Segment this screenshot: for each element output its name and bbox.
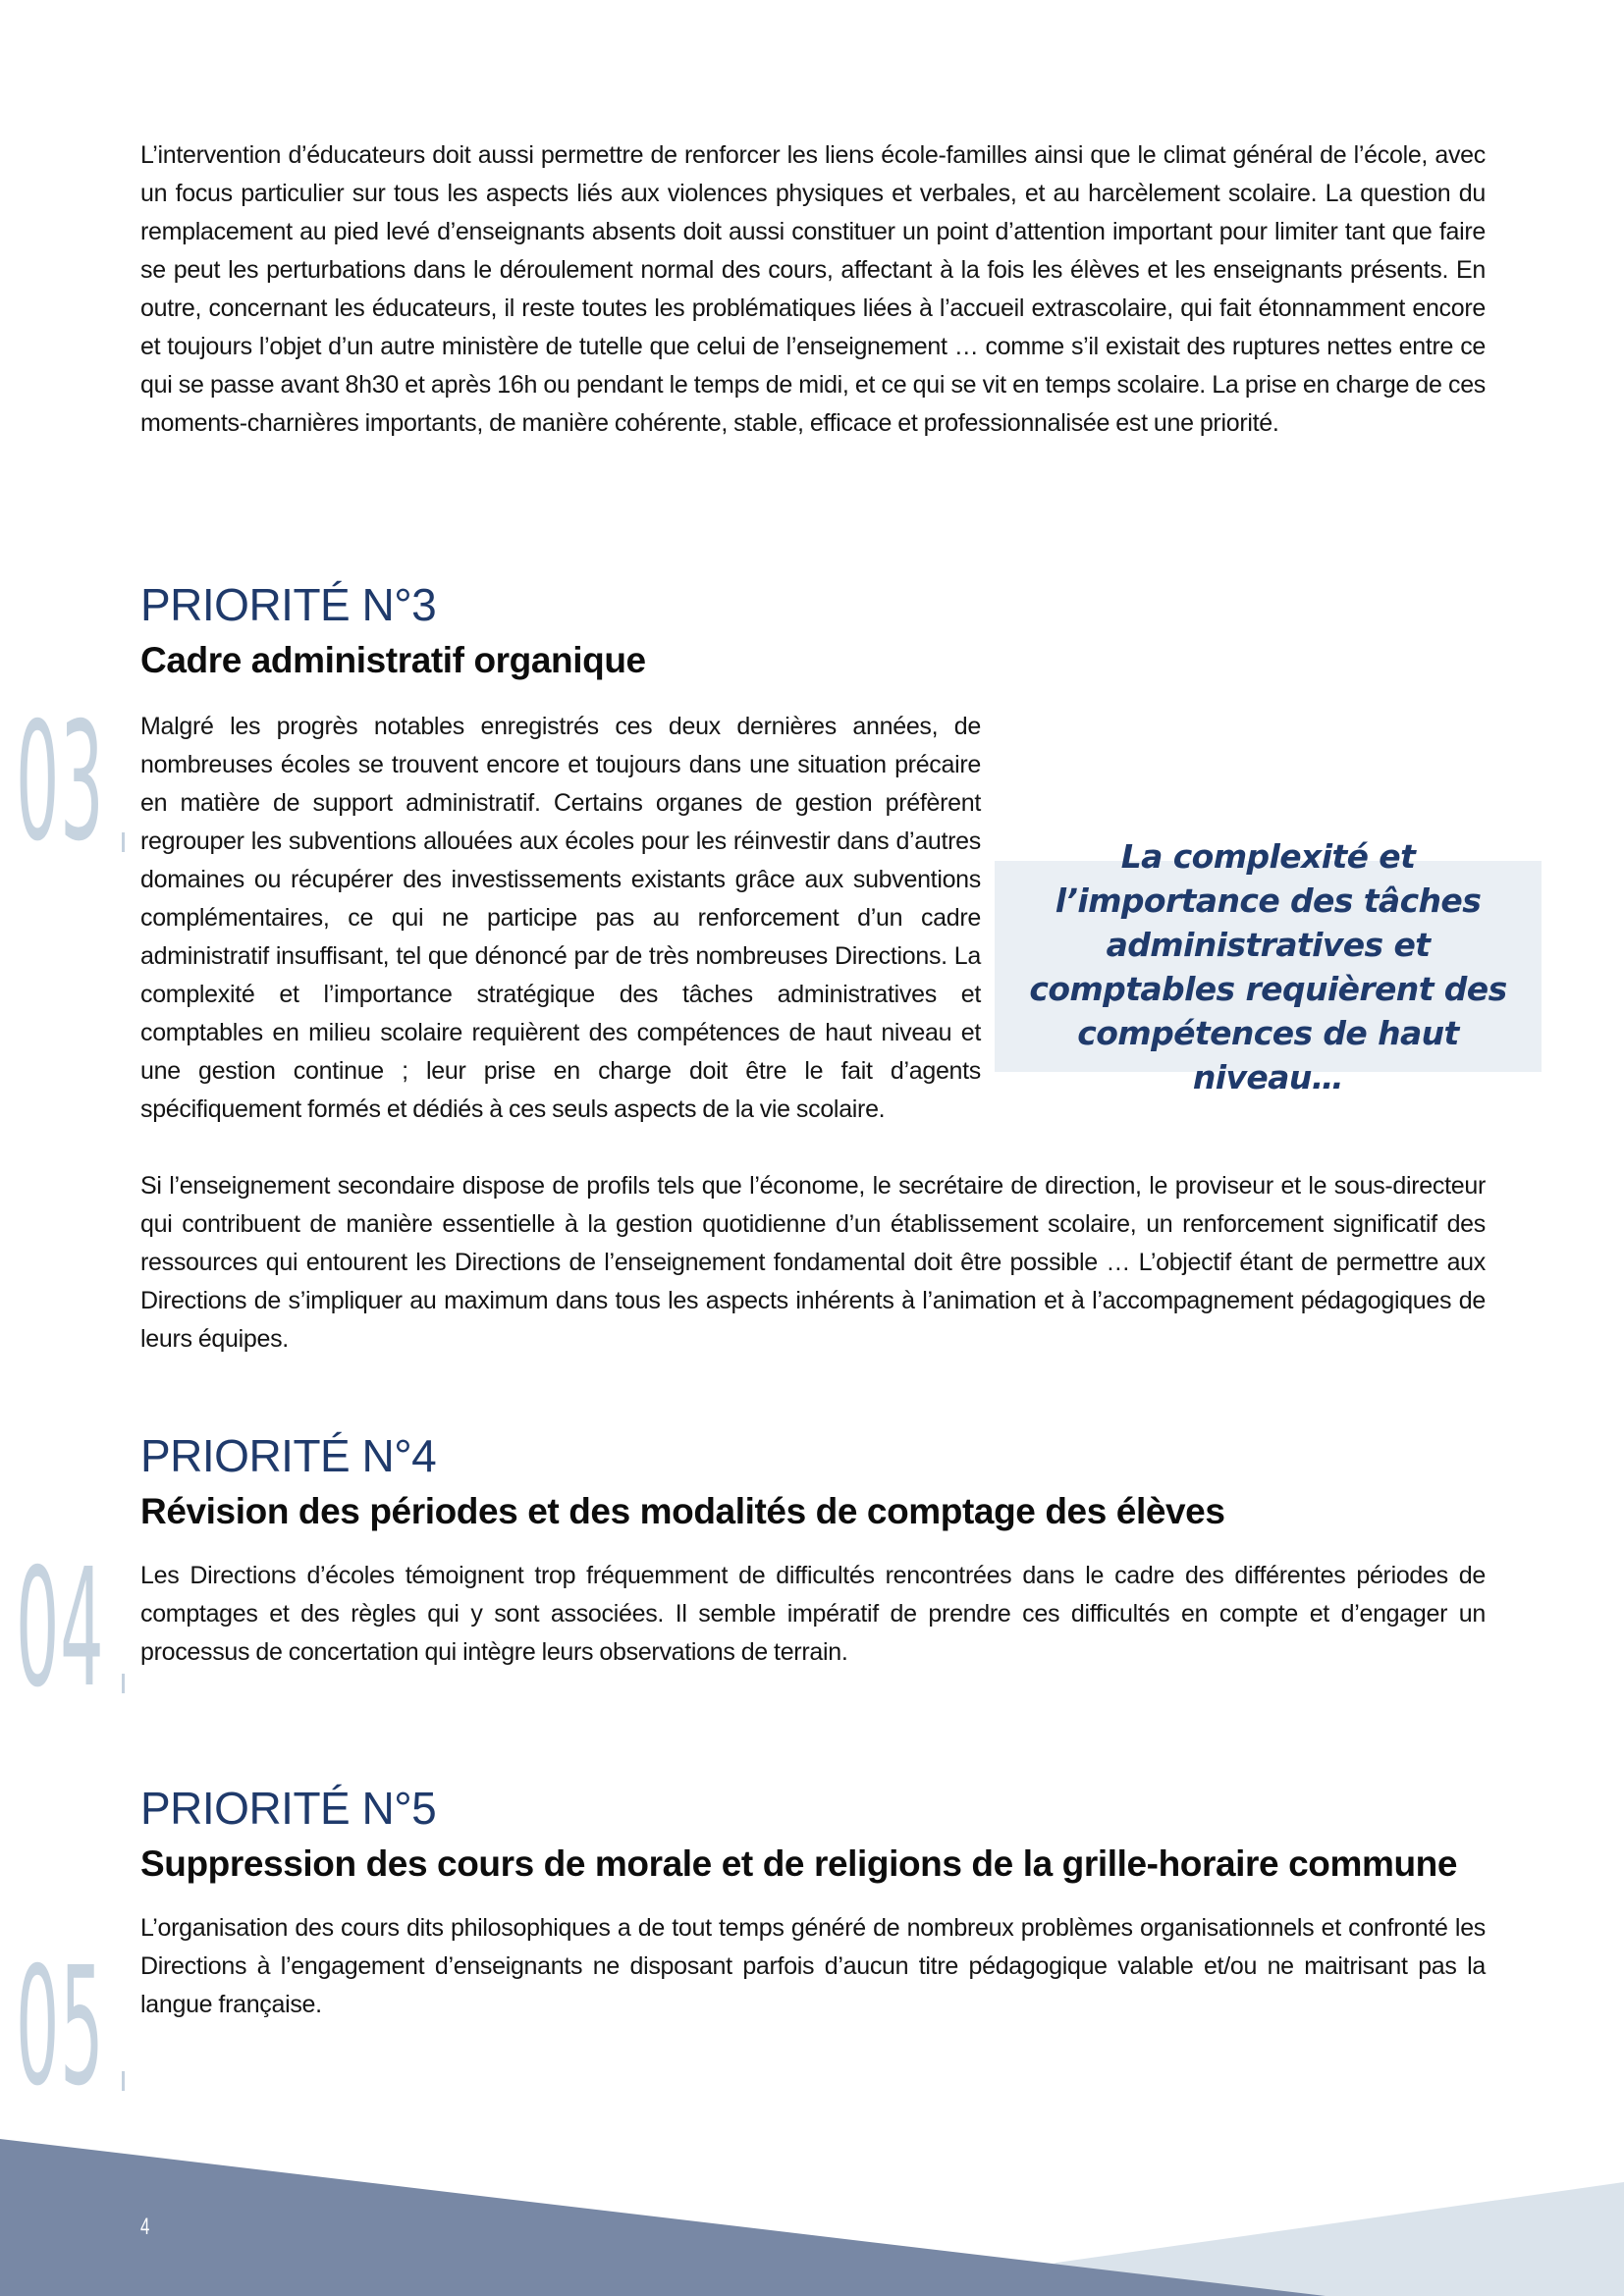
priority-paragraph: Malgré les progrès notables enregistrés ces deux dernières années, de nombreuses écoles se trouvent encore et toujours dans une situation précaire en matière de support administratif. Certains organes de gestion préfèrent regrouper les subventions allouées aux écoles pour les réinvestir dans d’autres domaines ou récupérer des investissements existants grâce aux subventions complémentaires, ce qui ne participe pas au renforcement d’un cadre administratif insuffisant, tel que dénoncé par de très nombreuses Directions. La complexité et l’importance stratégique des tâches administratives et comptables en milieu scolaire requièrent des compétences de haut niveau et une gestion continue ; leur prise en charge doit être le fait d’agents spécifiquement formés et dédiés à ces seuls aspects de la vie scolaire. — [140, 713, 981, 1123]
priority-title: Cadre administratif organique — [140, 640, 646, 680]
numeral-03: 03 — [16, 688, 105, 878]
priority-title: Suppression des cours de morale et de religions de la grille-horaire commune — [140, 1843, 1458, 1884]
intro-paragraph: L’intervention d’éducateurs doit aussi permettre de renforcer les liens école-familles ainsi que le climat général de l’école, avec un focus particulier sur tous les aspects liés aux violences physiques et verbales, et au harcèlement scolaire. La question du remplacement au pied levé d’enseignants absents doit aussi constituer un point d’attention important pour limiter tant que faire se peut les perturbations dans le déroulement normal des cours, affectant à la fois les élèves et les enseignants présents. En outre, concernant les éducateurs, il reste toutes les problématiques liées à l’accueil extrascolaire, qui fait étonnamment encore et toujours l’objet d’un autre ministère de tutelle que celui de l’enseignement … comme s’il existait des ruptures nettes entre ce qui se passe avant 8h30 et après 16h ou pendant le temps de midi, et ce qui se vit en temps scolaire. La prise en charge de ces moments-charnières importants, de manière cohérente, stable, efficace et professionnalisée est une priorité. — [140, 141, 1486, 437]
numeral-comma-05 — [122, 2071, 125, 2091]
footer-bands — [0, 2110, 1624, 2296]
priority-paragraph: Les Directions d’écoles témoignent trop fréquemment de difficultés rencontrées dans le cadre des différentes périodes de comptages et des règles qui y sont associées. Il semble impératif de prendre ces difficultés en compte et d’engager un processus de concertation qui intègre leurs observations de terrain. — [140, 1562, 1486, 1666]
numeral-05: 05 — [16, 1933, 105, 2122]
priority-3-section — [140, 579, 1507, 1359]
priority-paragraph: Si l’enseignement secondaire dispose de profils tels que l’économe, le secrétaire de direction, le proviseur et le sous-directeur qui contribuent de manière essentielle à la gestion quotidienne d’un établissement scolaire, un renforcement significatif des ressources qui entourent les Directions de l’enseignement fondamental doit être possible … L’objectif étant de permettre aux Directions de s’impliquer au maximum dans tous les aspects inhérents à l’animation et à l’accompagnement pédagogiques de leurs équipes. — [140, 1172, 1486, 1353]
pull-quote: La complexité et l’importance des tâches administratives et comptables requièrent des compétences de haut niveau… — [1029, 836, 1507, 1096]
priority-label: PRIORITÉ N°3 — [140, 579, 437, 630]
intro-section — [140, 136, 1486, 443]
priority-3-body — [140, 708, 1507, 1359]
priority-label: PRIORITÉ N°4 — [140, 1430, 437, 1481]
numeral-04: 04 — [16, 1534, 105, 1724]
priority-4-section — [140, 1430, 1486, 1672]
numeral-comma-04 — [122, 1674, 125, 1693]
page-number: 4 — [140, 2214, 150, 2240]
numeral-comma-03 — [122, 832, 125, 852]
footer-dark-band — [0, 2139, 1326, 2296]
priority-title: Révision des périodes et des modalités de comptage des élèves — [140, 1491, 1225, 1531]
priority-label: PRIORITÉ N°5 — [140, 1783, 437, 1834]
pull-quote-box — [995, 836, 1542, 1096]
priority-paragraph: L’organisation des cours dits philosophiques a de tout temps généré de nombreux problèmes organisationnels et confronté les Directions à l’engagement d’enseignants ne disposant parfois d’aucun titre pédagogique valable et/ou ne maitrisant pas la langue française. — [140, 1914, 1486, 2018]
priority-5-section — [140, 1783, 1486, 2024]
